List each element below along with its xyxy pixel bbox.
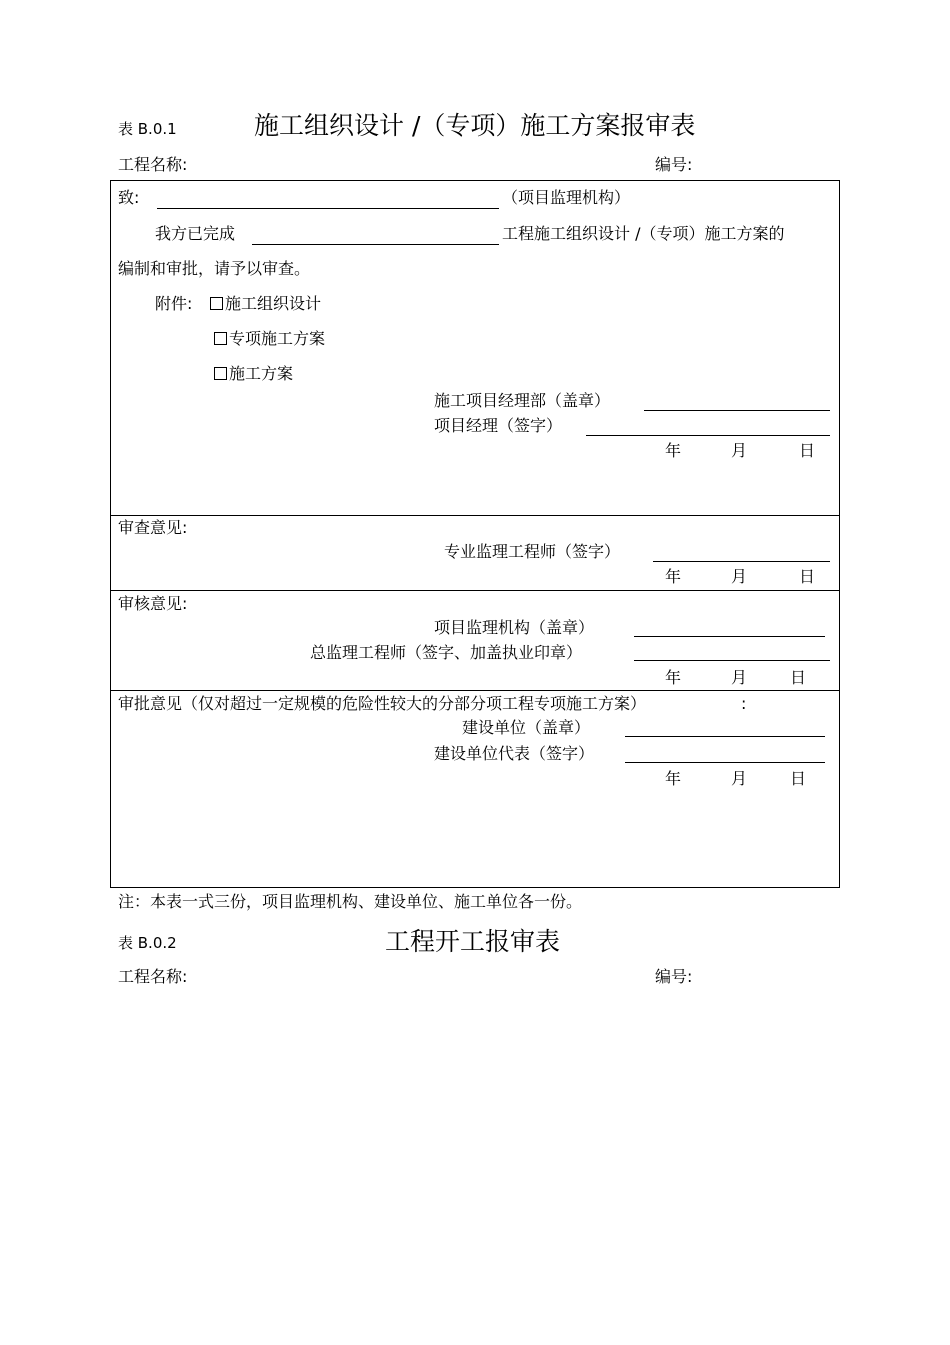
client-rep-signature-line[interactable] xyxy=(625,762,825,763)
form-title: 施工组织设计 /（专项）施工方案报审表 xyxy=(254,111,696,140)
chief-engineer-signature-line[interactable] xyxy=(634,660,830,661)
engineer-label: 专业监理工程师（签字） xyxy=(444,542,621,561)
pm-signature-line[interactable] xyxy=(586,435,830,436)
checkbox[interactable] xyxy=(214,332,227,345)
audit-label: 审核意见: xyxy=(118,594,188,613)
to-label: 致: xyxy=(118,188,140,207)
approval-label: 审批意见（仅对超过一定规模的危险性较大的分部分项工程专项施工方案） xyxy=(118,694,647,713)
supervision-org-label: （项目监理机构） xyxy=(502,188,631,207)
date-year: 年 xyxy=(665,567,682,586)
date-day: 日 xyxy=(790,668,807,687)
date-month: 月 xyxy=(731,567,748,586)
project-name-label: 工程名称: xyxy=(118,155,188,174)
date-month: 月 xyxy=(731,668,748,687)
number-label: 编号: xyxy=(655,155,693,174)
attachment-item[interactable]: 施工方案 xyxy=(214,366,293,382)
section-divider xyxy=(110,515,839,516)
date-year: 年 xyxy=(665,668,682,687)
engineer-signature-line[interactable] xyxy=(653,561,830,562)
pm-dept-seal-line[interactable] xyxy=(644,410,830,411)
to-input-line[interactable] xyxy=(157,208,499,209)
form-note: 注：本表一式三份，项目监理机构、建设单位、施工单位各一份。 xyxy=(118,892,583,911)
project-input-line[interactable] xyxy=(252,244,499,245)
pm-label: 项目经理（签字） xyxy=(434,416,563,435)
date-month: 月 xyxy=(731,441,748,460)
pm-dept-label: 施工项目经理部（盖章） xyxy=(434,391,611,410)
supervision-seal-label: 项目监理机构（盖章） xyxy=(434,618,595,637)
checkbox[interactable] xyxy=(214,367,227,380)
chief-engineer-label: 总监理工程师（签字、加盖执业印章） xyxy=(310,643,583,662)
project-name-label: 工程名称: xyxy=(118,967,188,986)
number-label: 编号: xyxy=(655,967,693,986)
attachments-label: 附件: xyxy=(155,294,193,313)
attachment-item[interactable]: 专项施工方案 xyxy=(214,331,325,347)
date-day: 日 xyxy=(799,567,816,586)
completed-suffix: 工程施工组织设计 /（专项）施工方案的 xyxy=(502,224,785,243)
date-year: 年 xyxy=(665,441,682,460)
form-code: 表 B.0.2 xyxy=(118,934,177,952)
section-divider xyxy=(110,690,839,691)
date-month: 月 xyxy=(731,769,748,788)
date-day: 日 xyxy=(790,769,807,788)
request-line: 编制和审批，请予以审查。 xyxy=(118,259,311,278)
checkbox[interactable] xyxy=(210,297,223,310)
approval-colon: : xyxy=(741,694,747,713)
client-rep-label: 建设单位代表（签字） xyxy=(434,744,595,763)
date-day: 日 xyxy=(799,441,816,460)
completed-prefix: 我方已完成 xyxy=(155,224,236,243)
review-label: 审查意见: xyxy=(118,518,188,537)
form-code: 表 B.0.1 xyxy=(118,120,177,138)
attachment-item[interactable]: 施工组织设计 xyxy=(210,296,321,312)
section-divider xyxy=(110,590,839,591)
client-seal-line[interactable] xyxy=(625,736,825,737)
date-year: 年 xyxy=(665,769,682,788)
supervision-seal-line[interactable] xyxy=(634,636,825,637)
client-seal-label: 建设单位（盖章） xyxy=(462,718,591,737)
form-title: 工程开工报审表 xyxy=(385,927,561,956)
